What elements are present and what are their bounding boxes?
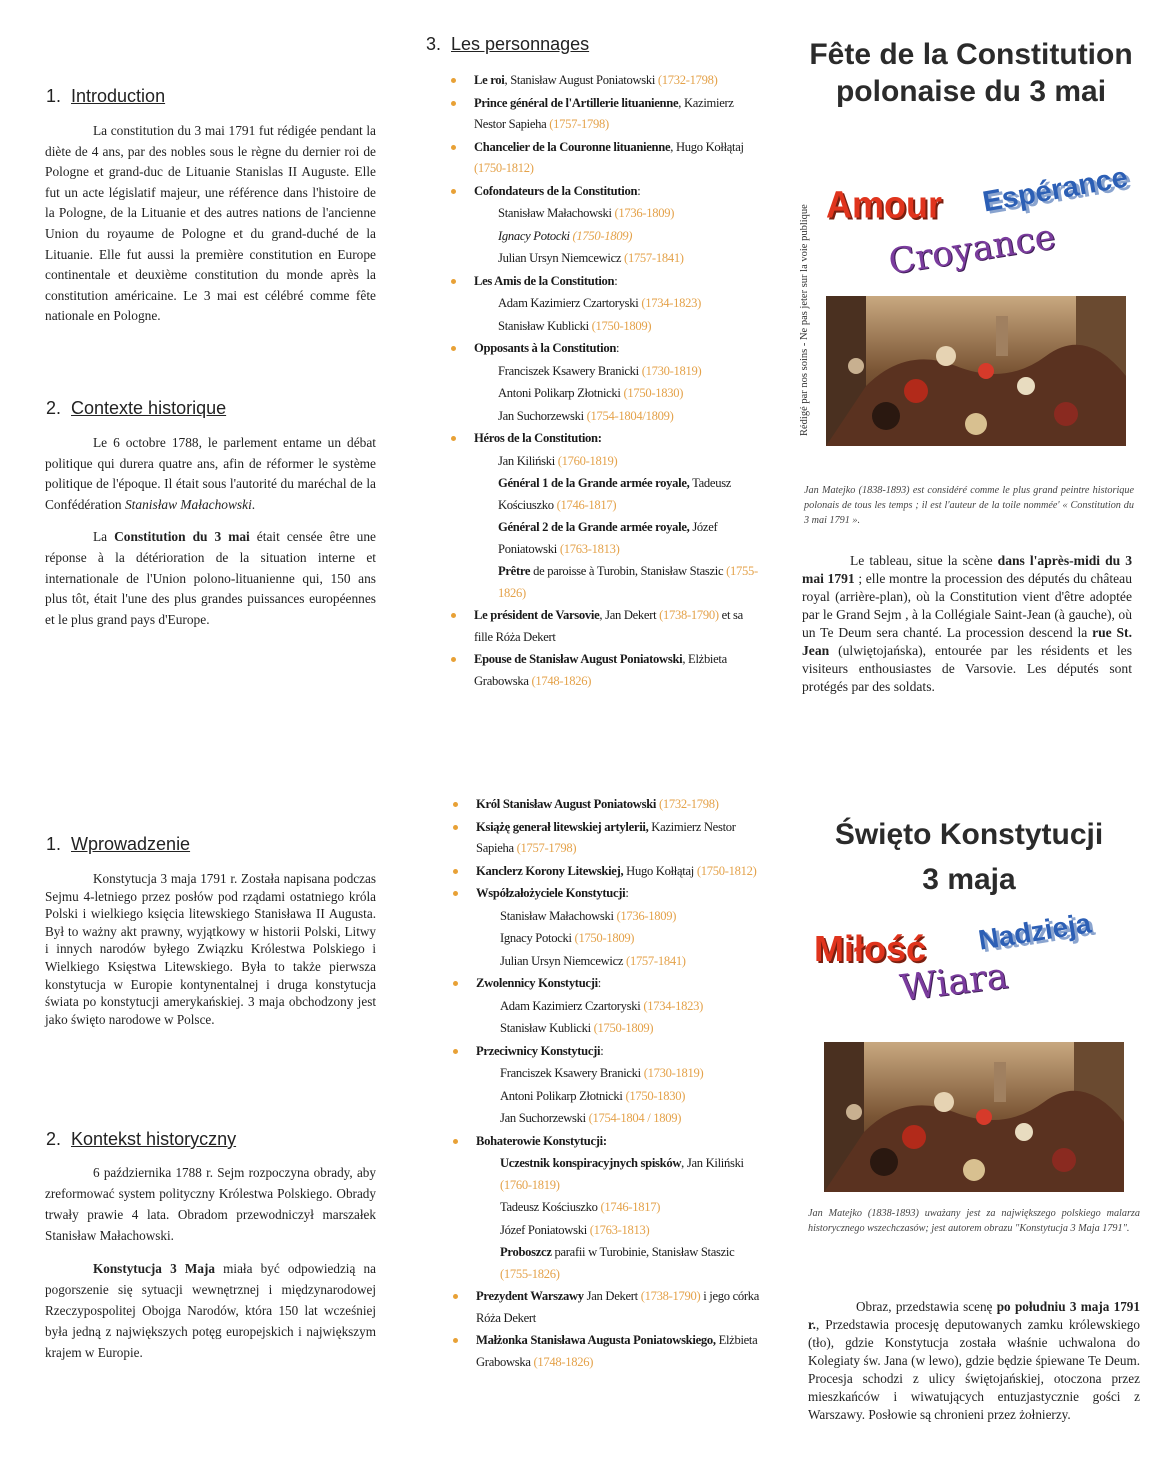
list-item: Współzałożyciele Konstytucji: [448,883,760,905]
fr-word-croyance: Croyance [885,217,1059,283]
pl-context-title: Kontekst historyczny [71,1129,237,1149]
fr-intro-title: Introduction [71,86,166,106]
fr-word-esperance: Espérance [980,161,1131,219]
list-item: Prezydent Warszawy Jan Dekert (1738-1790) i jego córka Róża Dekert [448,1286,760,1329]
pl-scene-text: Obraz, przedstawia scenę po południu 3 maja 1791 r., Przedstawia procesję deputowanych zamku królewskiego (tło), gdzie Konstytucja została właśnie uchwalona do Kolegiaty św. Jana (w lewo), gdzie będzie śpiewane Te Deum. Procesja schodzi z ulicy świętojańskiej, otoczona przez mieszkańców i wiwatujących entuzjastycznie gości z Warszawy. Posłowie są chronieni przez żołnierzy. [808,1299,1140,1422]
list-item: Jan Suchorzewski (1754-1804/1809) [498,408,674,423]
pl-intro-title: Wprowadzenie [71,834,191,854]
pl-intro-heading: 1. Wprowadzenie [46,834,191,854]
list-item: Antoni Polikarp Złotnicki (1750-1830) [500,1088,686,1103]
fr-vertical-note: Rédigé par nos soins - Ne pas jeter sur la voie publique [799,204,810,436]
list-item: Julian Ursyn Niemcewicz (1757-1841) [500,953,686,968]
fr-characters-heading: 3. Les personnages [426,34,590,54]
list-item: Jan Kiliński (1760-1819) [498,453,618,468]
pl-word-milosc: Miłość [814,928,927,969]
list-item: Przeciwnicy Konstytucji: [448,1041,760,1063]
list-item: Le président de Varsovie, Jan Dekert (1738-1790) et sa fille Róża Dekert [446,605,758,648]
list-item: Adam Kazimierz Czartoryski (1734-1823) [498,296,701,310]
list-item: Józef Poniatowski (1763-1813) [500,1222,650,1237]
list-item: Cofondateurs de la Constitution: [446,181,758,203]
fr-context-heading: 2. Contexte historique [46,398,227,418]
pl-context-body [45,1162,376,1375]
fr-cover-title: Fête de la Constitution polonaise du 3 mai [809,38,1133,108]
pl-word-wiara: Wiara [897,955,1011,1010]
list-item: Bohaterowie Konstytucji: [448,1131,760,1153]
list-item: Uczestnik konspiracyjnych spisków, Jan Kiliński (1760-1819) [500,1156,744,1192]
pl-word-nadzieja: Nadzieja [976,907,1094,956]
pl-painting-image [824,1042,1124,1192]
list-item: Stanisław Kublicki (1750-1809) [500,1021,654,1035]
list-item: Franciszek Ksawery Branicki (1730-1819) [498,363,702,378]
pl-context-p1: 6 października 1788 r. Sejm rozpoczyna obrady, aby zreformować system polityczny Królestwa Polskiego. Obrady trwały prawie 4 lata. Obradom przewodniczył marszałek Stanisław Małachowski. [45,1165,376,1243]
list-item: Król Stanisław August Poniatowski (1732-1798) [448,794,760,816]
list-item: Stanisław Małachowski (1736-1809) [498,206,675,220]
list-item: Stanisław Kublicki (1750-1809) [498,318,652,333]
list-item: Ignacy Potocki (1750-1809) [498,228,633,243]
fr-scene-text: Le tableau, situe la scène dans l'après-midi du 3 mai 1791 ; elle montre la procession des députés du château royal (arrière-plan), où la Constitution vient d'être adoptée par le Grand Sejm , à la Collégiale Saint-Jean (à gauche), où un Te Deum sera chanté. La procession descend la rue St. Jean (ulwiętojańska), entourée par les résidents et les visiteurs enthousiastes de Varsovie. Les députés sont protégés par des soldats. [802,553,1132,694]
list-item: Ignacy Potocki (1750-1809) [500,931,635,945]
list-item: Epouse de Stanisław August Poniatowski, Elżbieta Grabowska (1748-1826) [446,649,758,692]
list-item: Héros de la Constitution: [446,428,758,450]
pl-characters-list [448,794,760,1374]
fr-characters-title: Les personnages [451,34,590,54]
fr-characters-list [446,70,758,693]
fr-context-p2: La Constitution du 3 mai était censée être une réponse à la détérioration de la situation interne et internationale de l'Union polono-lituanienne qui, 150 ans plus tôt, était l'une des plus grandes puissances européennes et le plus grand pays d'Europe. [45,529,376,627]
list-item: Małżonka Stanisława Augusta Poniatowskiego, Elżbieta Grabowska (1748-1826) [448,1330,760,1373]
list-item: Kanclerz Korony Litewskiej, Hugo Kołłątaj (1750-1812) [448,861,760,883]
list-item: Adam Kazimierz Czartoryski (1734-1823) [500,998,703,1013]
pl-painting-caption: Jan Matejko (1838-1893) uważany jest za największego polskiego malarza historycznego wszechczasów; jest autorem obrazu "Konstytucja 3 Maja 1791". [808,1208,1140,1234]
fr-intro-heading: 1. Introduction [46,86,166,106]
list-item: Prince général de l'Artillerie lituanienne, Kazimierz Nestor Sapieha (1757-1798) [446,93,758,136]
pl-intro-text: Konstytucja 3 maja 1791 r. Została napisana podczas Sejmu 4-letniego przez posłów pod rządami ostatniego króla Polski i wielkiego księcia litewskiego Stanisława II Augusta. Był to ważny akt prawny, wyjątkowy w historii Polski, Litwy i innych narodów byłego Związku Królestwa Polskiego i Wielkiego Księstwa Litewskiego. Była to także pierwsza konstytucja w Europie kontynentalnej i druga konstytucja świata po konstytucji amerykańskiej. 3 maja obchodzony jest jako święto narodowe w Polsce. [45,871,376,1027]
list-item: Antoni Polikarp Złotnicki (1750-1830) [498,386,684,400]
list-item: Prêtre de paroisse à Turobin, Stanisław Staszic (1755-1826) [498,564,758,600]
list-item: Les Amis de la Constitution: [446,271,758,293]
fr-intro-body [45,121,376,339]
list-item: Général 2 de la Grande armée royale, Józef Poniatowski (1763-1813) [498,520,718,556]
list-item: Proboszcz parafii w Turobinie, Stanisław Staszic (1755-1826) [500,1245,735,1281]
fr-painting-caption: Jan Matejko (1838-1893) est considéré comme le plus grand peintre historique polonais de tous les temps ; il est l'auteur de la toile nommée' « Constitution du 3 mai 1791 ». [804,485,1134,526]
list-item: Franciszek Ksawery Branicki (1730-1819) [500,1066,704,1080]
fr-context-body [45,433,376,642]
list-item: Général 1 de la Grande armée royale, Tadeusz Kościuszko (1746-1817) [498,476,732,512]
pl-intro-body [45,870,376,1040]
fr-painting-image [826,296,1126,446]
list-item: Zwolennicy Konstytucji: [448,973,760,995]
list-item: Stanisław Małachowski (1736-1809) [500,908,677,923]
list-item: Chancelier de la Couronne lituanienne, Hugo Kołłątaj (1750-1812) [446,137,758,180]
pl-cover-title: Święto Konstytucji 3 maja [834,818,1104,896]
fr-intro-text: La constitution du 3 mai 1791 fut rédigée pendant la diète de 4 ans, par des nobles sous le règne du dernier roi de Pologne et grand-duc de Lituanie Stanislas II Auguste. Elle fut un acte législatif majeur, une référence dans l'histoire de la Pologne, de la Lituanie et des autres nations de l'ancienne Union du royaume de Pologne et du grand-duché de la Lituanie. Elle fut aussi la première constitution en Europe continentale et deuxième constitution du monde après la constitution américaine. Le 3 mai est célébré comme fête nationale en Pologne. [45,123,376,324]
list-item: Tadeusz Kościuszko (1746-1817) [500,1200,661,1214]
list-item: Julian Ursyn Niemcewicz (1757-1841) [498,251,684,265]
fr-context-p1: Le 6 octobre 1788, le parlement entame un débat politique qui durera quatre ans, afin de réformer le système politique de l'époque. Il était sous l'autorité du maréchal de la Confédération Stanisław Małachowski. [45,435,376,512]
list-item: Jan Suchorzewski (1754-1804 / 1809) [500,1111,682,1125]
pl-context-p2: Konstytucja 3 Maja miała być odpowiedzią na pogorszenie się sytuacji wewnętrznej i międzynarodowej Rzeczypospolitej Obojga Narodów, która 150 lat wcześniej była jedną z największych potęg europejskich i największym krajem w Europie. [45,1261,376,1360]
pl-context-heading: 2. Kontekst historyczny [46,1129,237,1149]
list-item: Le roi, Stanisław August Poniatowski (1732-1798) [446,70,758,92]
list-item: Opposants à la Constitution: [446,338,758,360]
list-item: Książę generał litewskiej artylerii, Kazimierz Nestor Sapieha (1757-1798) [448,817,760,860]
fr-context-title: Contexte historique [71,398,227,418]
fr-word-amour: Amour [826,182,942,226]
